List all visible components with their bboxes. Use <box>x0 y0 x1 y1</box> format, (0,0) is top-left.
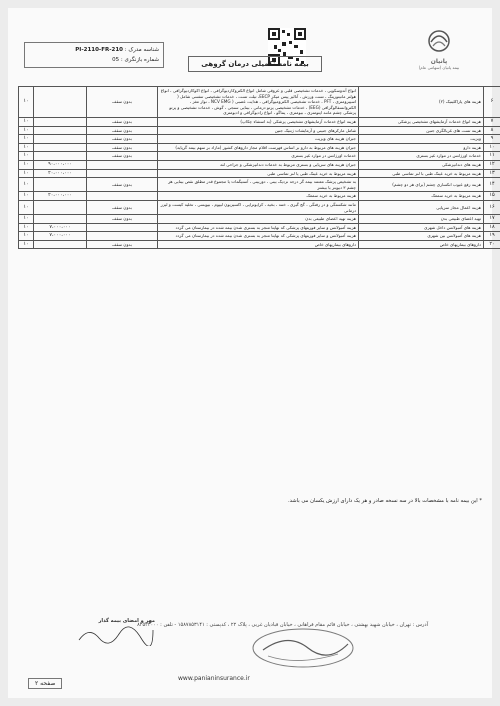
table-row <box>19 200 500 214</box>
coverage-cap: بدون سقف <box>87 152 158 161</box>
coverage-cap: بدون سقف <box>87 143 158 152</box>
coverage-amount <box>34 200 87 214</box>
coverage-description: خدمات اورژانس در موارد غیر بستری <box>158 152 359 161</box>
row-number: ۷ <box>484 117 500 126</box>
coverage-amount: ۹۰،۰۰۰،۰۰۰ <box>34 160 87 169</box>
coverage-deductible: ۱۰ <box>19 87 34 118</box>
row-number: ۱۱ <box>484 152 500 161</box>
coverage-deductible: ۱۰ <box>19 215 34 224</box>
coverage-name: هزینه های آمبولانس بین شهری <box>359 232 484 241</box>
row-number: ۱۲ <box>484 160 500 169</box>
coverage-deductible: ۱۰ <box>19 117 34 126</box>
row-number: ۱۰ <box>484 143 500 152</box>
row-number: ۲۰ <box>484 240 500 249</box>
coverage-deductible: ۱۰ <box>19 232 34 241</box>
coverage-deductible: ۱۰ <box>19 169 34 178</box>
coverage-description: به تشخیص پزشک معتمد بیمه گر درجه نزدیک بینی ، دوربینی ، آستیگمات یا مجموع قدر مطلق نقص بینایی هر چشم ۳ دیوپتر یا بیشتر <box>158 178 359 192</box>
table-row <box>19 160 500 169</box>
table-row <box>19 152 500 161</box>
coverage-description: هزینه آمبولانس و سایر فوریتهای پزشکی که نهایتا منجر به بستری شدن بیمه شده در بیمارستان می گردد <box>158 232 359 241</box>
coverage-amount <box>34 178 87 192</box>
coverage-amount <box>34 135 87 144</box>
coverage-description: انواع آندوسکوپی ، خدمات تشخیصی قلبی و عروقی شامل انواع الکتروکاردیوگرافی ، انواع اکوکاردیوگرافی ، انواع هولتر مانیتورینگ ، تست ورزش ، آنالیز پیس میکر EECP، تیلت تست ، خدمات تشخیصی تنفسی شامل ( اسپیرومتری ، PFT ، خدمات تشخیصی الکترومیوگرافی ، هدایت عصبی ( NCV EMG ، نوار مغز ، الکتروانسفالوگرافی (EEG) ، خدمات تشخیصی پرتو درمانی ، بینایی سنجی ، گوش ، خدمات تشخیصی و پرتو پزشکی چشم مانند اپتومتری ، بیومتری ، پنتاگو ، انواع رادیوگرافی و ادیومتری <box>158 87 359 118</box>
coverage-deductible: ۱۰ <box>19 223 34 232</box>
company-seal-icon <box>248 626 358 670</box>
coverage-cap <box>87 232 158 241</box>
table-row <box>19 178 500 192</box>
row-number: ۱۳ <box>484 169 500 178</box>
document-page <box>8 8 495 698</box>
row-number: ۱۴ <box>484 178 500 192</box>
coverage-name: هزینه دارو <box>359 143 484 152</box>
coverage-description: هزینه آمبولانس و سایر فوریتهای پزشکی که نهایتا منجر به بستری شدن بیمه شده در بیمارستان می گردد <box>158 223 359 232</box>
coverage-table <box>18 86 500 249</box>
coverage-amount: ۷،۰۰۰،۰۰۰ <box>34 232 87 241</box>
coverage-amount: ۲۰،۰۰۰،۰۰۰ <box>34 169 87 178</box>
coverage-amount <box>34 215 87 224</box>
form-code-label: شناسه مدرک : <box>124 47 159 53</box>
coverage-description: داروهای بیماریهای خاص <box>158 240 359 249</box>
logo-subtext: بیمه پانیان (سهامی عام) <box>418 65 460 70</box>
row-number: ۱۹ <box>484 232 500 241</box>
stamp-label: مهر و امضای بیمه گذار <box>98 618 155 624</box>
page-number: صفحه ۲ <box>28 678 62 689</box>
coverage-name: هزینه های آمبولانس داخل شهری <box>359 223 484 232</box>
coverage-description: هزینه مربوط به خرید عینک طبی یا لنز تماسی طبی <box>158 169 359 178</box>
coverage-name: تهیه اعضای طبیعی بدن <box>359 215 484 224</box>
table-row <box>19 169 500 178</box>
coverage-description: مانند شکستگی و در رفتگی ، گچ گیری ، ختنه ، بخیه ، کرایوتراپی ، اکسیزیون لیپوم ، بیوپسی ، تخلیه کیست و لیزر درمانی <box>158 200 359 214</box>
coverage-cap <box>87 169 158 178</box>
row-number: ۱۶ <box>484 200 500 214</box>
coverage-deductible: ۱۰ <box>19 135 34 144</box>
coverage-deductible: ۱۰ <box>19 178 34 192</box>
table-row <box>19 232 500 241</box>
coverage-deductible: ۱۰ <box>19 126 34 135</box>
table-row <box>19 215 500 224</box>
coverage-name: هزینه های پاراکلینیک (۲) <box>359 87 484 118</box>
coverage-amount <box>34 87 87 118</box>
coverage-name: هزینه تست های غربالگری جنین <box>359 126 484 135</box>
document-code-box <box>24 42 164 68</box>
coverage-amount <box>34 143 87 152</box>
document-header <box>18 22 482 78</box>
coverage-name: هزینه های دندانپزشکی <box>359 160 484 169</box>
row-number: ۱۷ <box>484 215 500 224</box>
coverage-name: خدمات اورژانس در موارد غیر بستری <box>359 152 484 161</box>
coverage-description: شامل مارکرهای جنینی و آزمایشات ژنتیک جنین <box>158 126 359 135</box>
table-row <box>19 240 500 249</box>
row-number: ۹ <box>484 135 500 144</box>
coverage-cap: بدون سقف <box>87 87 158 118</box>
table-row <box>19 143 500 152</box>
coverage-description: جبران هزینه های ویزیت <box>158 135 359 144</box>
coverage-cap: بدون سقف <box>87 135 158 144</box>
issuance-note: * این بیمه نامه با مشخصات بالا در سه نسخه صادر و هر یک دارای ارزش یکسان می باشد. <box>287 498 482 504</box>
coverage-name: ویزیت <box>359 135 484 144</box>
company-logo <box>404 28 474 76</box>
coverage-deductible: ۱۰ <box>19 192 34 201</box>
coverage-amount <box>34 117 87 126</box>
coverage-cap: بدون سقف <box>87 200 158 214</box>
coverage-amount <box>34 240 87 249</box>
coverage-cap: بدون سقف <box>87 126 158 135</box>
row-number: ۶ <box>484 87 500 118</box>
row-number: ۱۸ <box>484 223 500 232</box>
table-row <box>19 135 500 144</box>
coverage-deductible: ۱۰ <box>19 143 34 152</box>
coverage-description: هزینه انواع خدمات آزمایشهای تشخیصی پزشکی (به استثناء چکاپ) <box>158 117 359 126</box>
coverage-name: هزینه رفع عیوب انکساری چشم (برای هر دو چشم) <box>359 178 484 192</box>
table-row <box>19 117 500 126</box>
row-number: ۱۵ <box>484 192 500 201</box>
coverage-cap <box>87 223 158 232</box>
table-row <box>19 126 500 135</box>
logo-name: پانیان <box>430 58 448 65</box>
logo-emblem-icon <box>421 28 457 54</box>
coverage-deductible: ۱۰ <box>19 152 34 161</box>
company-address: آدرس : تهران ، خیابان شهید بهشتی ، خیابان قائم مقام فراهانی ، خیابان قبادیان غربی ، پلاک ۲۲ ، کدپستی : ۱۵۸۷۸۵۳۱۴۱ - تلفن : ۸۲۵۲۳۰۰۰ <box>137 622 428 628</box>
coverage-name: هزینه اعمال مجاز سرپایی <box>359 200 484 214</box>
revision-value: 05 <box>112 57 120 63</box>
row-number: ۸ <box>484 126 500 135</box>
coverage-description: هزینه تهیه اعضای طبیعی بدن <box>158 215 359 224</box>
form-code-value: PI-2110-FR-210 <box>75 47 123 53</box>
coverage-cap: بدون سقف <box>87 178 158 192</box>
coverage-cap <box>87 160 158 169</box>
document-title: بیمه نامه تکمیلی درمان گروهی <box>188 56 322 72</box>
coverage-deductible: ۱۰ <box>19 200 34 214</box>
coverage-description: جبران هزینه های مربوط به دارو بر اساس فهرست اقلام مجاز داروهای کشور (مازاد بر سهم بیمه گرپایه) <box>158 143 359 152</box>
coverage-description: هزینه مربوط به خرید سمعک <box>158 192 359 201</box>
table-row <box>19 192 500 201</box>
coverage-name: هزینه مربوط به خرید سمعک <box>359 192 484 201</box>
coverage-name: هزینه انواع خدمات آزمایشهای تشخیصی پزشکی <box>359 117 484 126</box>
coverage-description: جبران هزینه های سرپایی و بستری مربوط به خدمات دندانپزشکی و جراحی لثه <box>158 160 359 169</box>
table-row <box>19 87 500 118</box>
table-row <box>19 223 500 232</box>
coverage-cap <box>87 192 158 201</box>
revision-label: شماره بازنگری : <box>120 57 159 63</box>
coverage-amount <box>34 126 87 135</box>
coverage-cap: بدون سقف <box>87 117 158 126</box>
coverage-name: هزینه مربوط به خرید عینک طبی با لنز تماسی طبی <box>359 169 484 178</box>
coverage-cap: بدون سقف <box>87 215 158 224</box>
coverage-deductible: ۱۰ <box>19 240 34 249</box>
coverage-amount: ۲۰،۰۰۰،۰۰۰ <box>34 192 87 201</box>
coverage-deductible: ۱۰ <box>19 160 34 169</box>
coverage-name: داروهای بیماریهای خاص <box>359 240 484 249</box>
company-website: www.panianinsurance.ir <box>178 675 250 682</box>
coverage-cap: بدون سقف <box>87 240 158 249</box>
coverage-amount <box>34 152 87 161</box>
coverage-amount: ۷،۰۰۰،۰۰۰ <box>34 223 87 232</box>
